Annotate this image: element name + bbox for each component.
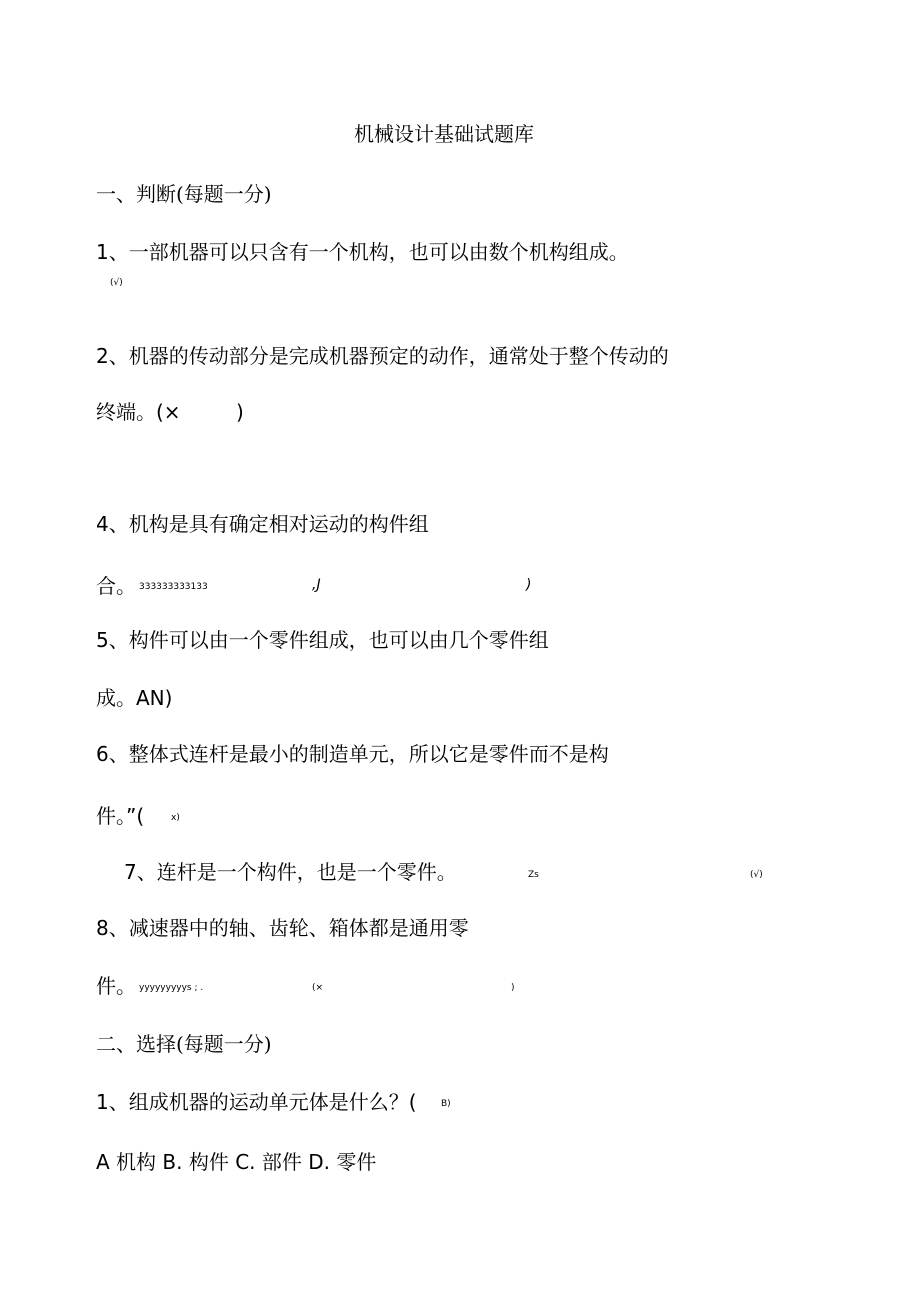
question-7-mark: Zs	[528, 870, 539, 880]
question-7-answer: (√)	[750, 870, 763, 880]
question-5-text-cont: 成。AN)	[96, 686, 173, 710]
choice-1-answer: B)	[441, 1099, 451, 1109]
question-4-noise: 333333333133	[139, 582, 208, 592]
section-heading-true-false: 一、判断(每题一分)	[96, 182, 272, 206]
question-1-text: 1、一部机器可以只含有一个机构，也可以由数个机构组成。	[96, 240, 629, 264]
section-heading-multiple-choice: 二、选择(每题一分)	[96, 1032, 272, 1056]
question-8-open: (×	[312, 983, 324, 993]
question-4-close: )	[526, 577, 532, 593]
question-7-text: 7、连杆是一个构件，也是一个零件。	[124, 860, 457, 884]
question-4-mark: ,J	[312, 577, 321, 593]
choice-1-options: A 机构 B. 构件 C. 部件 D. 零件	[96, 1150, 377, 1174]
question-1-answer: (√)	[110, 278, 123, 288]
choice-1-text: 1、组成机器的运动单元体是什么？(	[96, 1090, 417, 1114]
question-5-text: 5、构件可以由一个零件组成，也可以由几个零件组	[96, 628, 549, 652]
question-8-close: )	[511, 983, 515, 993]
question-8-noise: yyyyyyyyys ; .	[139, 983, 204, 993]
page-title: 机械设计基础试题库	[354, 122, 534, 146]
question-8-text-cont: 件。	[96, 974, 136, 998]
question-6-text-cont: 件。”(	[96, 804, 145, 828]
question-8-text: 8、减速器中的轴、齿轮、箱体都是通用零	[96, 916, 469, 940]
question-2-text: 2、机器的传动部分是完成机器预定的动作，通常处于整个传动的	[96, 344, 669, 368]
question-6-mark: x)	[171, 813, 180, 823]
question-6-text: 6、整体式连杆是最小的制造单元，所以它是零件而不是构	[96, 742, 609, 766]
question-2-close: )	[236, 400, 244, 424]
question-4-text-cont: 合。	[96, 574, 136, 598]
question-2-text-cont: 终端。(×	[96, 400, 181, 424]
question-4-text: 4、机构是具有确定相对运动的构件组	[96, 512, 429, 536]
